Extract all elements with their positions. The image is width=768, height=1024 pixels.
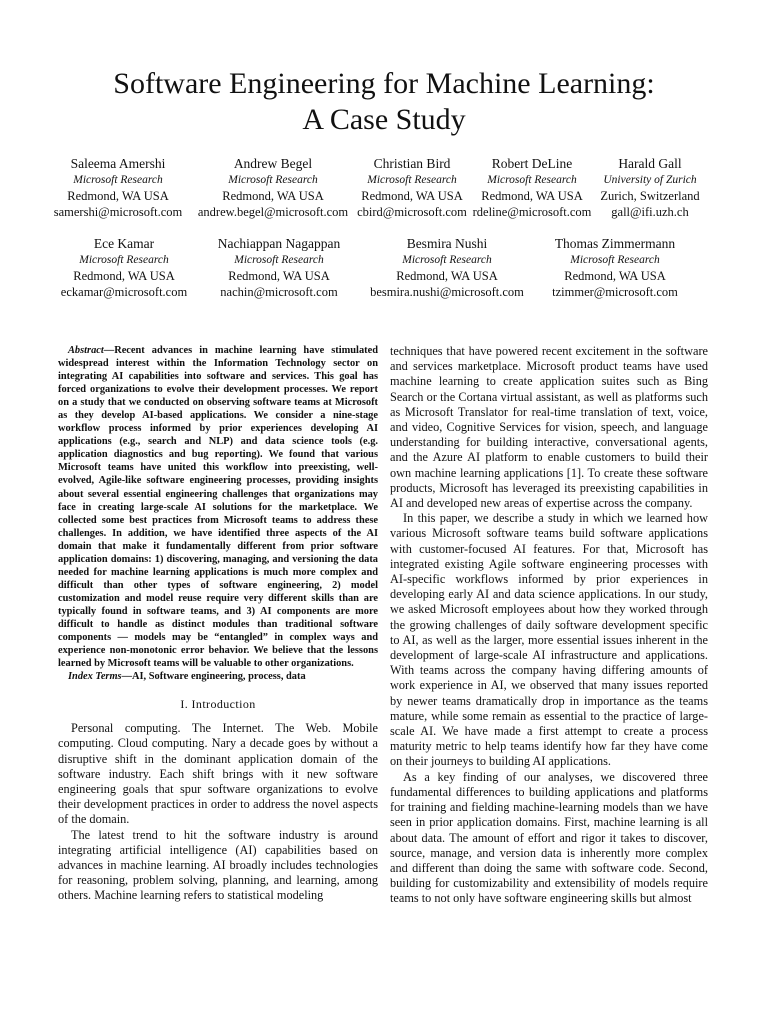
paper-title <box>0 66 768 138</box>
paragraph-continuation: techniques that have powered recent excitement in the software and services marketplace. Microsoft product teams have used machine learning to create application suites such as Bing Search or the Cortana virtual assistant, as well as platforms such as Microsoft Translator for real-time translation of text, voice, and video, Cognitive Services for vision, speech, and language understanding for building interactive, conversational agents, and the Azure AI platform to enable customers to build their own machine learning applications [1]. To create these software products, Microsoft has leveraged its preexisting capabilities in AI and developed new areas of expertise across the company. <box>390 344 708 511</box>
author-email: andrew.begel@microsoft.com <box>197 205 349 219</box>
author-email: gall@ifi.uzh.ch <box>611 205 689 219</box>
right-column <box>390 344 708 907</box>
author-affiliation: Microsoft Research <box>570 254 660 266</box>
author-email: samershi@microsoft.com <box>53 205 183 219</box>
paragraph: Personal computing. The Internet. The Web. Mobile computing. Cloud computing. Nary a decade goes by without a disruptive shift in the dominant application domain of the software industry. Each shift brings with it new software engineering goals that spur software organizations to evolve their development practices in order to address the novel aspects of the domain. <box>58 721 378 827</box>
author-affiliation: Microsoft Research <box>79 254 169 266</box>
paragraph: The latest trend to hit the software industry is around integrating artificial intelligence (AI) capabilities based on advances in machine learning. AI broadly includes technologies for reasoning, problem solving, planning, and learning, among others. Machine learning refers to statistical modeling <box>58 827 378 903</box>
author-block <box>199 235 359 300</box>
author-affiliation: Microsoft Research <box>73 174 163 186</box>
author-location: Redmond, WA USA <box>67 189 169 203</box>
author-name: Ece Kamar <box>93 236 155 251</box>
author-affiliation: Microsoft Research <box>367 174 457 186</box>
author-block <box>193 155 353 220</box>
author-name: Saleema Amershi <box>70 156 166 171</box>
author-email: nachin@microsoft.com <box>220 285 338 299</box>
author-location: Redmond, WA USA <box>564 269 666 283</box>
author-name: Andrew Begel <box>233 156 313 171</box>
author-name: Robert DeLine <box>491 156 573 171</box>
author-affiliation: Microsoft Research <box>234 254 324 266</box>
author-location: Redmond, WA USA <box>222 189 324 203</box>
author-name: Nachiappan Nagappan <box>217 236 341 251</box>
author-location: Zurich, Switzerland <box>600 189 700 203</box>
abstract-text: —Recent advances in machine learning have stimulated widespread interest within the Information Technology sector on integrating AI capabilities into software and services. This goal has forced organizations to evolve their development processes. We report on a study that we conducted on observing software teams at Microsoft as they develop AI-based applications. We consider a nine-stage workflow process informed by prior experiences developing AI applications (e.g., search and NLP) and data science tools (e.g. application diagnostics and bug reporting). We found that various Microsoft teams have united this workflow into preexisting, well-evolved, Agile-like software engineering processes, providing insights about several essential engineering challenges that organizations may face in creating large-scale AI solutions for the marketplace. We collected some best practices from Microsoft teams to address these challenges. In addition, we have identified three aspects of the AI domain that make it fundamentally different from prior software application domains: 1) discovering, managing, and versioning the data needed for machine learning applications is much more complex and difficult than other types of software engineering, 2) model customization and model reuse require very different skills than are typically found in software teams, and 3) AI components are more difficult to handle as distinct modules than traditional software components — models may be “entangled” in complex ways and experience non-monotonic error behavior. We believe that the lessons learned by Microsoft teams will be valuable to other organizations. <box>58 345 378 670</box>
author-name: Thomas Zimmermann <box>554 236 676 251</box>
author-block <box>38 155 198 220</box>
author-location: Redmond, WA USA <box>396 269 498 283</box>
author-block <box>535 235 695 300</box>
paragraph: In this paper, we describe a study in which we learned how various Microsoft software teams build software applications with customer-focused AI features. For that, Microsoft has integrated existing Agile software engineering processes with AI-specific workflows informed by prior experiences in developing early AI and data science applications. In our study, we asked Microsoft employees about how they worked through the growing challenges of daily software development specific to AI, as well as the larger, more essential issues inherent in the development of large-scale AI infrastructure and applications. With teams across the company having differing amounts of work experience in AI, we observed that many issues reported by newer teams dramatically drop in importance as the teams mature, while some remain as essential to the practice of large-scale AI. We have made a first attempt to create a process maturity metric to help teams identify how far they have come on their journeys to building AI applications. <box>390 511 708 769</box>
author-email: rdeline@microsoft.com <box>472 205 592 219</box>
author-affiliation: Microsoft Research <box>402 254 492 266</box>
author-email: besmira.nushi@microsoft.com <box>370 285 524 299</box>
author-location: Redmond, WA USA <box>228 269 330 283</box>
paper-title-line-1: Software Engineering for Machine Learning: <box>113 67 655 100</box>
intro-body-left <box>58 721 378 903</box>
author-name: Besmira Nushi <box>406 236 488 251</box>
section-heading: I. Introduction <box>180 697 256 712</box>
author-affiliation: University of Zurich <box>603 174 697 186</box>
paper-title-line-2: A Case Study <box>302 103 466 136</box>
author-email: cbird@microsoft.com <box>357 205 467 219</box>
author-name: Christian Bird <box>373 156 451 171</box>
author-email: tzimmer@microsoft.com <box>552 285 678 299</box>
author-block <box>367 235 527 300</box>
index-terms <box>58 670 378 683</box>
author-location: Redmond, WA USA <box>73 269 175 283</box>
author-affiliation: Microsoft Research <box>487 174 577 186</box>
author-block <box>570 155 730 220</box>
left-column <box>58 344 378 904</box>
index-terms-label: Index Terms <box>68 671 122 683</box>
author-location: Redmond, WA USA <box>481 189 583 203</box>
author-email: eckamar@microsoft.com <box>60 285 188 299</box>
paragraph: As a key finding of our analyses, we discovered three fundamental differences to building applications and platforms for training and fielding machine-learning models than we have seen in prior application domains. First, machine learning is all about data. The amount of effort and rigor it takes to discover, source, manage, and version data is inherently more complex and different than doing the same with software code. Second, building for customizability and extensibility of models require teams to not only have software engineering skills but almost <box>390 769 708 906</box>
abstract-label: Abstract <box>68 345 104 356</box>
abstract <box>58 344 378 670</box>
author-block <box>44 235 204 300</box>
index-terms-text: —AI, Software engineering, process, data <box>121 671 306 683</box>
author-name: Harald Gall <box>618 156 682 171</box>
author-location: Redmond, WA USA <box>361 189 463 203</box>
author-affiliation: Microsoft Research <box>228 174 318 186</box>
